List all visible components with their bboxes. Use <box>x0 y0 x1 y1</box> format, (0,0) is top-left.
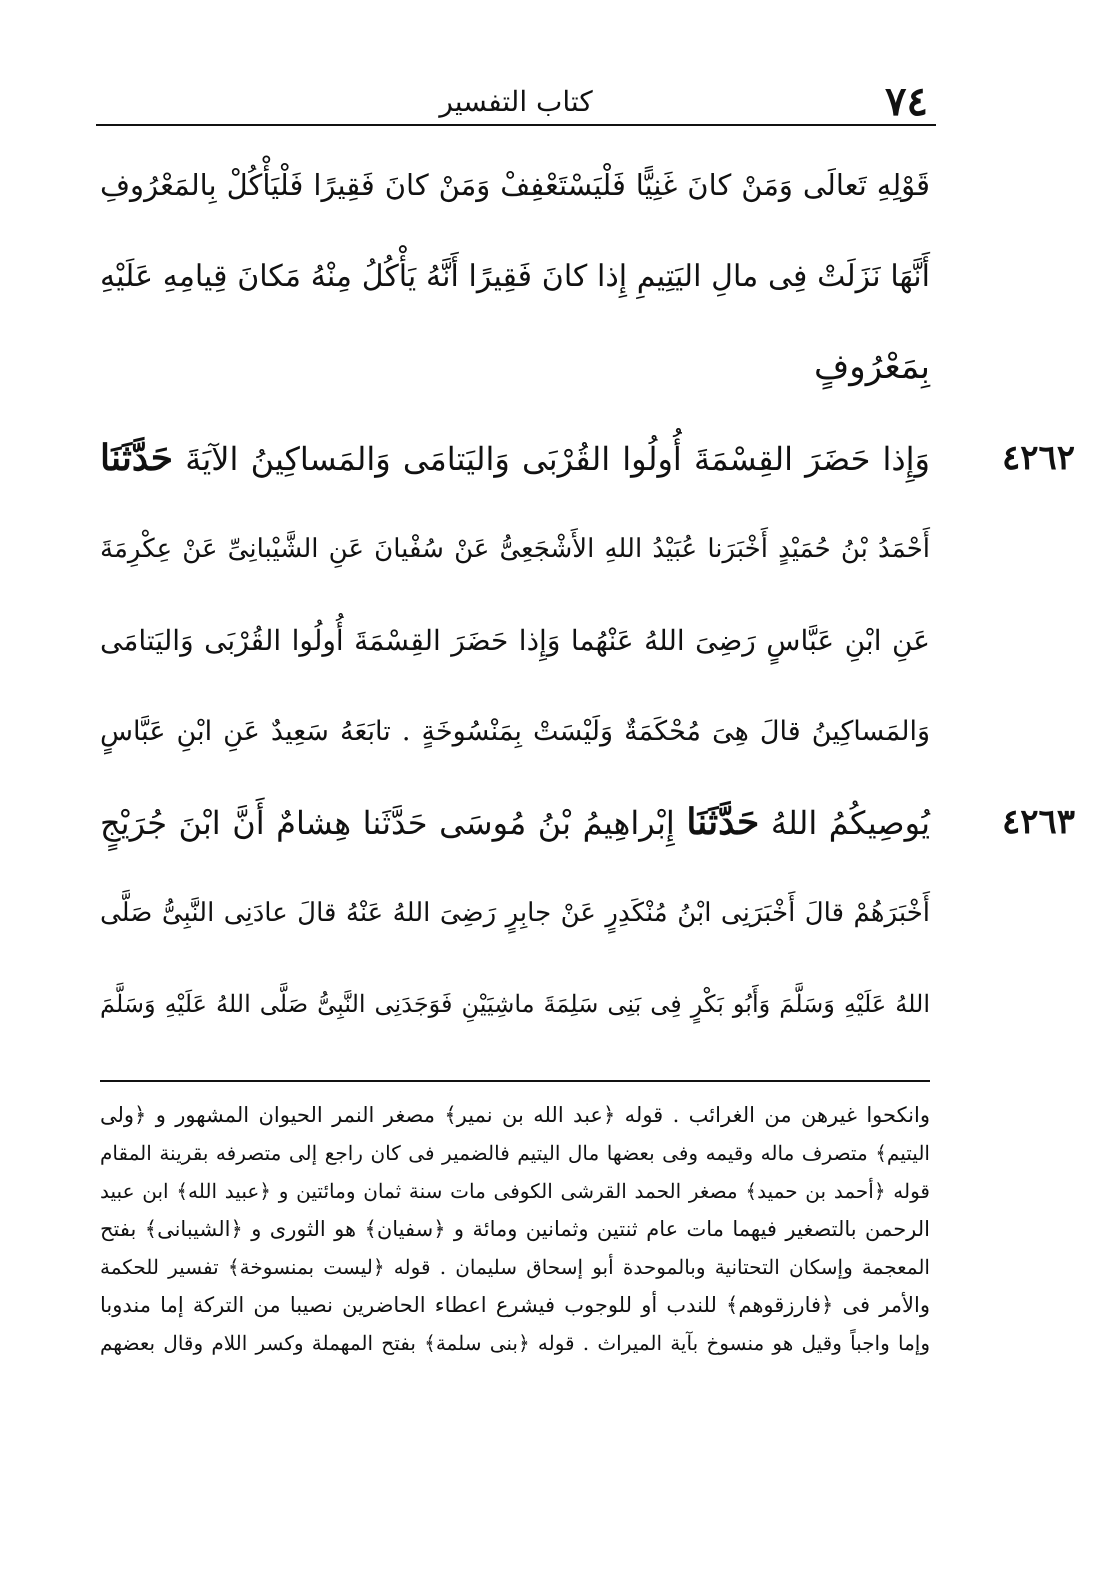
chapter-verse: يُوصِيكُمُ اللهُ <box>770 804 931 842</box>
footnote-line: قوله ﴿أحمد بن حميد﴾ مصغر الحمد القرشى الكوفى مات سنة ثمان ومائتين و ﴿عبيد الله﴾ ابن عبيد <box>100 1179 930 1203</box>
haddathana-word: حَدَّثَنَا <box>100 437 174 479</box>
page-number: ٧٤ <box>885 78 928 125</box>
hadith-number: ٤٢٦٣ <box>1001 802 1075 842</box>
footnote-line: وانكحوا غيرهن من الغرائب . قوله ﴿عبد الله بن نمير﴾ مصغر النمر الحيوان المشهور و ﴿ولى <box>100 1103 930 1127</box>
header-rule <box>96 124 936 126</box>
text-line: اللهُ عَلَيْهِ وَسَلَّمَ وَأَبُو بَكْرٍ فِى بَنِى سَلِمَةَ ماشِيَيْنِ فَوَجَدَنِى النَّبِىُّ صَلَّى اللهُ عَلَيْهِ وَسَلَّمَ <box>100 990 930 1018</box>
isnad-text: إِبْراهِيمُ بْنُ مُوسَى حَدَّثَنا هِشامٌ أَنَّ ابْنَ جُرَيْجٍ <box>100 804 675 842</box>
text-line: وَالمَساكِينُ قالَ هِىَ مُحْكَمَةٌ وَلَيْسَتْ بِمَنْسُوخَةٍ . تابَعَهُ سَعِيدٌ عَنِ ابْنِ عَبَّاسٍ <box>100 716 930 747</box>
footnotes <box>100 1096 930 1362</box>
footnote-rule <box>100 1080 930 1082</box>
text-line: أَخْبَرَهُمْ قالَ أَخْبَرَنِى ابْنُ مُنْكَدِرٍ عَنْ جابِرٍ رَضِىَ اللهُ عَنْهُ قالَ عادَنِى النَّبِىُّ صَلَّى <box>100 898 930 928</box>
text-line: قَوْلِهِ تَعالَى وَمَنْ كانَ غَنِيًّا فَلْيَسْتَعْفِفْ وَمَنْ كانَ فَقِيرًا فَلْيَأْكُلْ بِالمَعْرُوفِ <box>100 168 930 202</box>
hadith-number: ٤٢٦٢ <box>1001 438 1075 478</box>
chapter-verse: وَإِذا حَضَرَ القِسْمَةَ أُولُوا القُرْبَى وَاليَتامَى وَالمَساكِينُ الآيَةَ <box>185 440 931 478</box>
footnote-line: اليتيم﴾ متصرف ماله وقيمه وفى بعضها مال اليتيم فالضمير فى كان راجع إلى متصرفه بقرينة المقام <box>100 1141 930 1165</box>
haddathana-word: حَدَّثَنَا <box>686 801 760 843</box>
running-title: كتاب التفسير <box>439 85 593 118</box>
footnote-line: الرحمن بالتصغير فيهما مات عام ثنتين وثمانين ومائة و ﴿سفيان﴾ هو الثورى و ﴿الشيبانى﴾ بفتح <box>100 1217 930 1241</box>
text-line: أَنَّهَا نَزَلَتْ فِى مالِ اليَتِيمِ إِذا كانَ فَقِيرًا أَنَّهُ يَأْكُلُ مِنْهُ مَكانَ قِيامِهِ عَلَيْهِ <box>100 259 930 294</box>
text-line: عَنِ ابْنِ عَبَّاسٍ رَضِىَ اللهُ عَنْهُما وَإِذا حَضَرَ القِسْمَةَ أُولُوا القُرْبَى وَاليَتامَى <box>100 624 930 657</box>
hadith-heading-line <box>100 413 1075 504</box>
footnote-line: وإما واجباً وقيل هو منسوخ بآية الميراث . قوله ﴿بنى سلمة﴾ بفتح المهملة وكسر اللام وقال بعضهم <box>100 1331 930 1355</box>
page-header <box>96 78 936 126</box>
text-line: بِمَعْرُوفٍ <box>814 347 930 387</box>
footnote-line: المعجمة وإسكان التحتانية وبالموحدة أبو إسحاق سليمان . قوله ﴿ليست بمنسوخة﴾ تفسير للحكمة <box>100 1255 930 1279</box>
main-text <box>100 140 1075 1050</box>
hadith-heading-line <box>100 777 1075 868</box>
footnote-line: والأمر فى ﴿فارزقوهم﴾ للندب أو للوجوب فيشرع اعطاء الحاضرين نصيبا من التركة إما مندوبا <box>100 1293 930 1317</box>
text-line: أَحْمَدُ بْنُ حُمَيْدٍ أَخْبَرَنا عُبَيْدُ اللهِ الأَشْجَعِىُّ عَنْ سُفْيانَ عَنِ الشَّيْبانِىِّ عَنْ عِكْرِمَةَ <box>100 534 930 564</box>
